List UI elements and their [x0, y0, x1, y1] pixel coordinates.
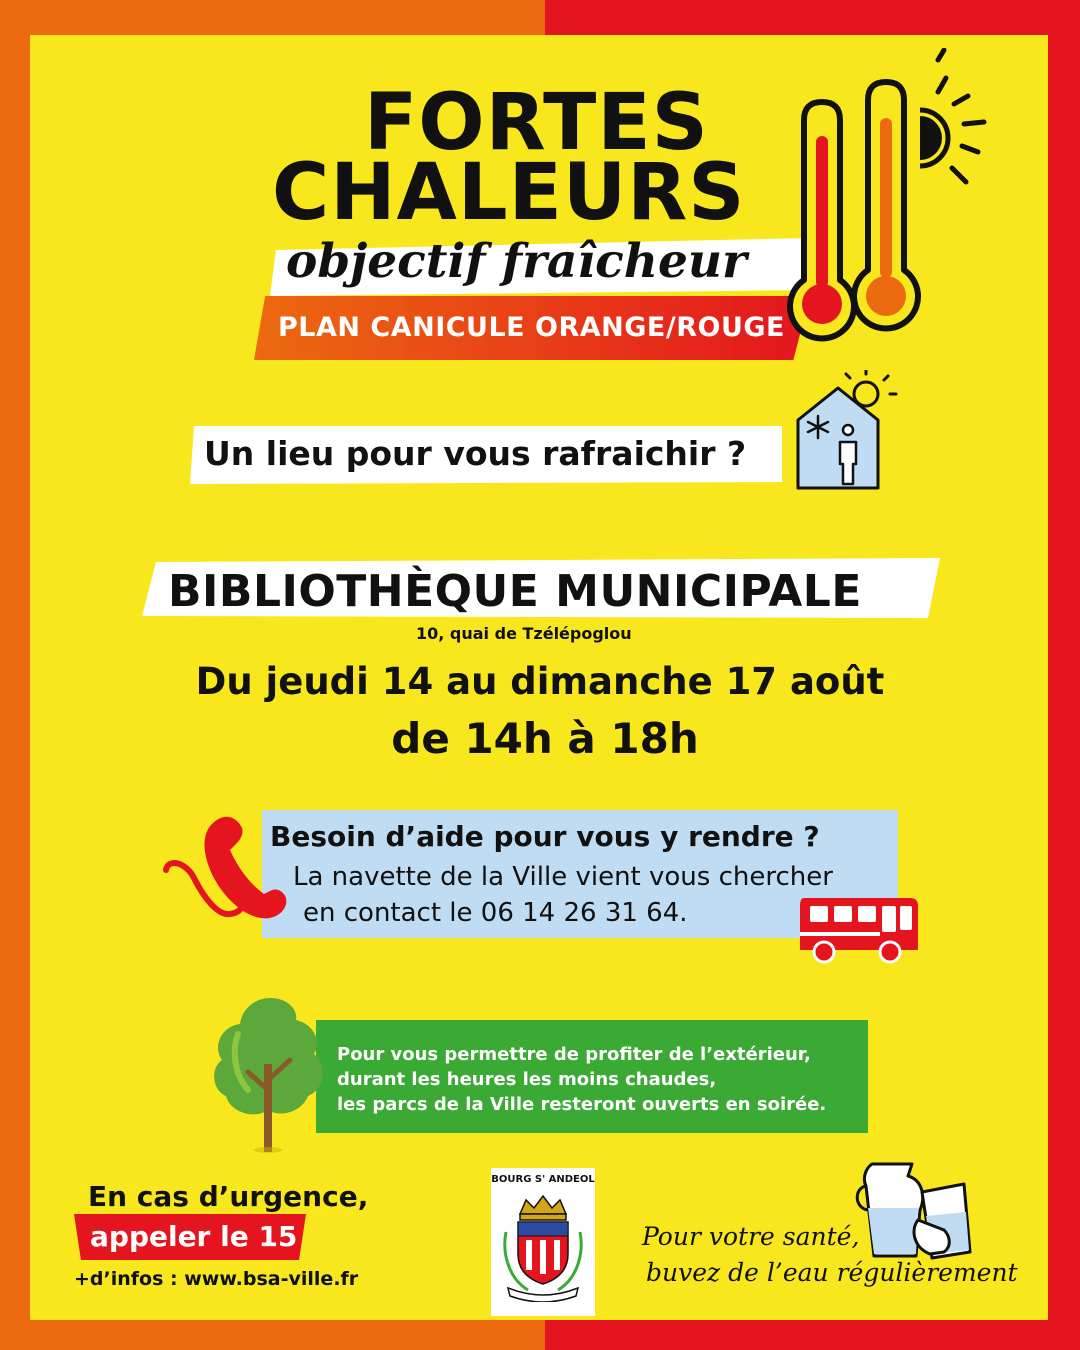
water-jug-icon	[852, 1156, 982, 1266]
opening-hours: de 14h à 18h	[391, 714, 699, 763]
parks-line-1: Pour vous permettre de profiter de l’extérieur,	[337, 1044, 811, 1065]
library-address: 10, quai de Tzélépoglou	[416, 624, 632, 643]
parks-line-3: les parcs de la Ville resteront ouverts en soirée.	[337, 1094, 827, 1115]
library-name: BIBLIOTHÈQUE MUNICIPALE	[168, 566, 862, 617]
emergency-line-1: En cas d’urgence,	[88, 1180, 369, 1213]
crest-label: BOURG S' ANDEOL	[491, 1174, 595, 1185]
health-line-1: Pour votre santé,	[642, 1222, 860, 1251]
plan-label: PLAN CANICULE ORANGE/ROUGE	[278, 312, 786, 343]
title-line-2: CHALEURS	[272, 148, 746, 238]
more-info-link[interactable]: +d’infos : www.bsa-ville.fr	[74, 1268, 359, 1290]
help-title: Besoin d’aide pour vous y rendre ?	[270, 820, 820, 853]
help-line-2: en contact le 06 14 26 31 64.	[303, 898, 688, 928]
help-line-1: La navette de la Ville vient vous chercher	[293, 862, 833, 892]
bus-icon	[796, 894, 922, 966]
opening-dates: Du jeudi 14 au dimanche 17 août	[195, 660, 885, 703]
emergency-line-2: appeler le 15	[90, 1220, 298, 1253]
title-line-1: FORTES	[364, 78, 709, 168]
town-crest-icon	[498, 1192, 588, 1302]
parks-text	[337, 1042, 826, 1117]
health-line-2: buvez de l’eau régulièrement	[646, 1258, 1018, 1287]
cooling-question: Un lieu pour vous rafraichir ?	[204, 434, 747, 473]
cool-house-icon	[792, 370, 902, 494]
parks-line-2: durant les heures les moins chaudes,	[337, 1069, 717, 1090]
subtitle: objectif fraîcheur	[286, 234, 747, 289]
tree-icon	[210, 994, 330, 1154]
thermometers-sun-icon	[778, 48, 1018, 358]
